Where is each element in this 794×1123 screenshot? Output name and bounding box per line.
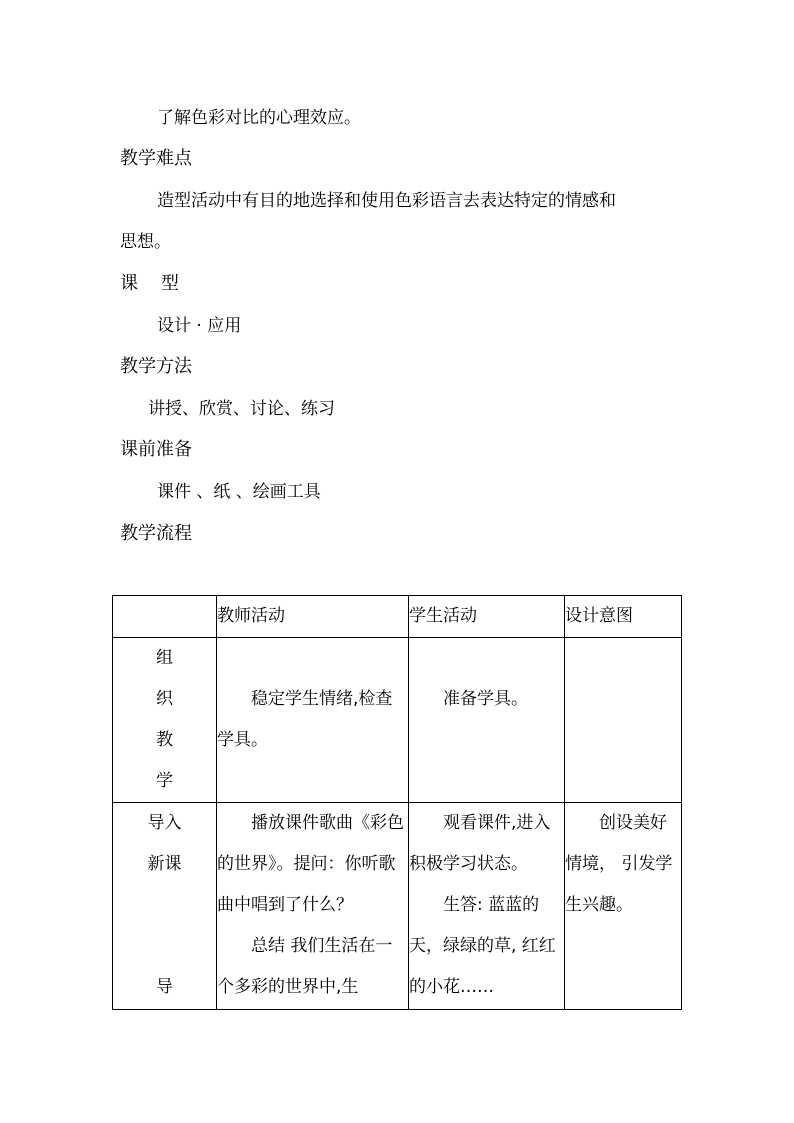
student-activity-text: 准备学具。 (443, 689, 528, 709)
design-intent-cell (565, 803, 682, 1010)
stage-line: 导 (156, 977, 173, 997)
difficulty-heading: 教学难点 (120, 148, 192, 169)
stage-line: 导入 (147, 813, 182, 833)
method-text: 讲授、欣赏、讨论、练习 (148, 399, 335, 419)
student-activity-cell (409, 638, 565, 803)
table-row (113, 803, 682, 1010)
header-intent: 设计意图 (565, 596, 682, 638)
table-header-row (113, 596, 682, 638)
method-heading: 教学方法 (120, 356, 192, 377)
difficulty-text-line-2: 思想。 (120, 232, 171, 252)
prep-heading: 课前准备 (120, 439, 192, 460)
stage-char: 教 (156, 730, 173, 750)
stage-line: 新课 (147, 854, 182, 874)
header-stage (113, 596, 217, 638)
design-intent-text: 创设美好情境， 引发学生兴趣。 (565, 813, 673, 915)
teaching-flow-table (112, 595, 682, 1010)
teacher-activity-text: 播放课件歌曲《彩色的世界》。提问：你听歌曲中唱到了什么？ (217, 813, 404, 915)
table-row (113, 638, 682, 803)
type-heading: 课 型 (120, 273, 179, 294)
teacher-activity-text: 稳定学生情绪,检查学具。 (217, 689, 393, 750)
stage-introduce (113, 803, 217, 1010)
prep-text: 课件 、纸 、绘画工具 (157, 482, 321, 502)
student-activity-cell (409, 803, 565, 1010)
header-student: 学生活动 (409, 596, 565, 638)
stage-char: 组 (156, 648, 173, 668)
type-text: 设计 · 应用 (157, 316, 242, 336)
stage-char: 学 (156, 771, 173, 791)
teacher-activity-text: 总结 我们生活在一个多彩的世界中,生 (217, 936, 393, 997)
difficulty-text-line-1: 造型活动中有目的地选择和使用色彩语言去表达特定的情感和 (157, 191, 616, 211)
design-intent-cell (565, 638, 682, 803)
stage-char: 织 (156, 689, 173, 709)
student-activity-text: 生答: 蓝蓝的天，绿绿的草, 红红的小花…… (409, 895, 556, 997)
header-teacher: 教师活动 (217, 596, 409, 638)
student-activity-text: 观看课件,进入积极学习状态。 (409, 813, 551, 874)
teacher-activity-cell (217, 638, 409, 803)
stage-organize (113, 638, 217, 803)
flow-heading: 教学流程 (120, 523, 192, 544)
intro-line: 了解色彩对比的心理效应。 (157, 108, 361, 128)
teacher-activity-cell (217, 803, 409, 1010)
